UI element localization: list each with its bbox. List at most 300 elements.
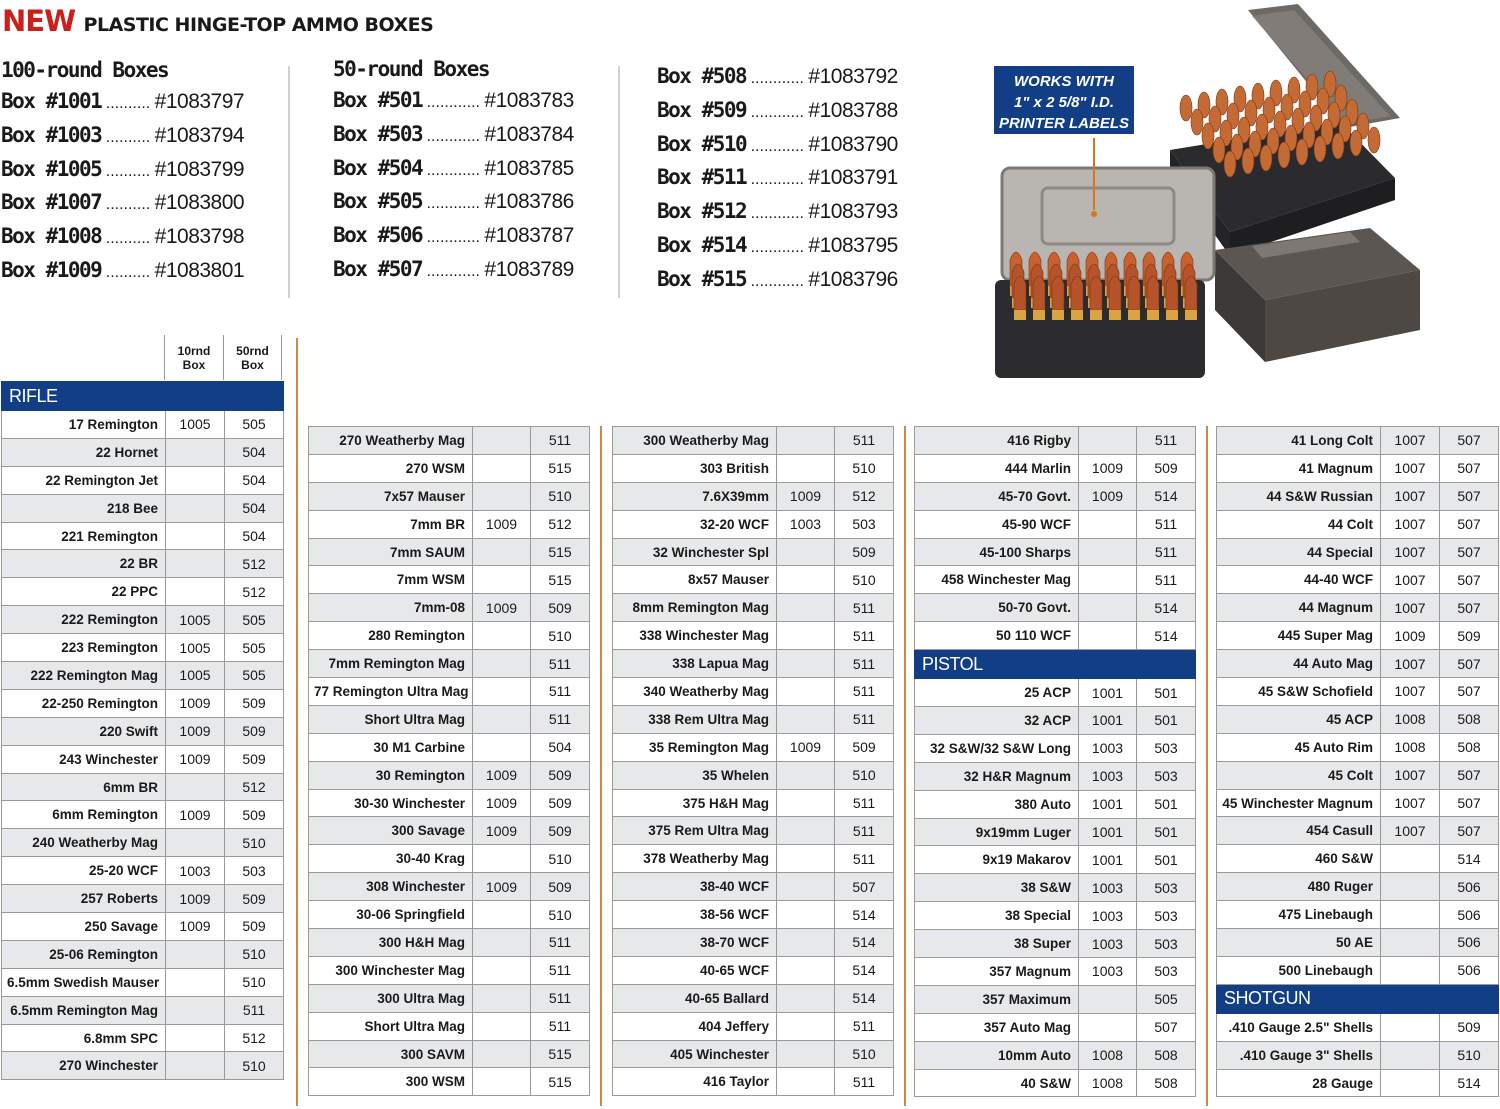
box-50-round: 509 (1137, 454, 1196, 482)
box-50-round: 503 (1137, 958, 1196, 986)
box-50-round: 515 (531, 1068, 590, 1096)
header-100-line2: Box (182, 358, 206, 372)
table-row (915, 510, 1196, 538)
table-row (309, 901, 590, 929)
table-row (613, 510, 894, 538)
caliber-name: 220 Swift (2, 717, 166, 745)
box-50-round: 509 (531, 594, 590, 622)
table-row (915, 902, 1196, 930)
table-row (1217, 678, 1499, 706)
caliber-name: 300 Weatherby Mag (613, 427, 777, 455)
box-100-round (473, 705, 531, 733)
box-part-row (1, 119, 244, 153)
table-row (2, 745, 284, 773)
table-row (2, 550, 284, 578)
box-50-round: 511 (1137, 538, 1196, 566)
box-100-round (777, 678, 835, 706)
table-row (1217, 1041, 1499, 1069)
box-100-round: 1007 (1381, 538, 1440, 566)
caliber-name: 40-65 WCF (613, 956, 777, 984)
part-number: #1083801 (154, 258, 245, 282)
caliber-name: 243 Winchester (2, 745, 166, 773)
table-row (1217, 622, 1499, 650)
box-100-round (1381, 1041, 1440, 1069)
box-number: Box #511 (657, 165, 747, 190)
box-50-round: 514 (835, 929, 894, 957)
box-100-round: 1001 (1079, 679, 1137, 707)
box-50-round: 509 (225, 717, 284, 745)
box-100-round (1079, 510, 1137, 538)
box-100-round: 1007 (1381, 650, 1440, 678)
caliber-name: 32 Winchester Spl (613, 538, 777, 566)
leader-dots: .......... (105, 128, 151, 146)
box-50-round: 509 (531, 873, 590, 901)
box-100-round (166, 940, 225, 968)
table-row (2, 689, 284, 717)
box-100-round: 1003 (1079, 930, 1137, 958)
box-100-round (777, 454, 835, 482)
box-number: Box #1001 (1, 89, 102, 113)
caliber-name: 380 Auto (915, 790, 1079, 818)
caliber-name: 30 M1 Carbine (309, 733, 473, 761)
caliber-name: 7mm BR (309, 510, 473, 538)
box-50-round: 511 (835, 594, 894, 622)
table-row (613, 1040, 894, 1068)
box-50-round: 501 (1137, 818, 1196, 846)
box-100-round: 1001 (1079, 818, 1137, 846)
table-row (309, 1068, 590, 1096)
box-100-round: 1008 (1381, 705, 1440, 733)
caliber-name: 25-20 WCF (2, 857, 166, 885)
box-100-round (777, 538, 835, 566)
box-100-round (1381, 1013, 1440, 1041)
box-part-row (1, 220, 244, 254)
leader-dots: .......... (105, 263, 151, 281)
part-number: #1083799 (154, 157, 245, 181)
leader-dots: ............ (750, 205, 804, 223)
table-row (613, 929, 894, 957)
box-50-round: 507 (1137, 1013, 1196, 1041)
box-50-round: 503 (225, 857, 284, 885)
box-100-round (473, 956, 531, 984)
table-row (613, 817, 894, 845)
box-50-round: 508 (1137, 1041, 1196, 1069)
box-100-round (166, 829, 225, 857)
table-row (915, 1069, 1196, 1097)
box-100-round (777, 956, 835, 984)
box-100-round (473, 427, 531, 455)
caliber-name: 7.6X39mm (613, 482, 777, 510)
bullet (1368, 127, 1380, 153)
box-100-round (166, 996, 225, 1024)
box-50-round: 511 (531, 678, 590, 706)
callout-line-1: WORKS WITH (1014, 73, 1114, 90)
box-50-round: 509 (225, 689, 284, 717)
box-100-round (1079, 985, 1137, 1013)
leader-dots: ............ (750, 272, 804, 290)
caliber-name: 7mm-08 (309, 594, 473, 622)
table-row (309, 789, 590, 817)
box-number: Box #504 (333, 155, 423, 180)
box-100-round (777, 929, 835, 957)
box-50-round: 514 (1137, 482, 1196, 510)
caliber-name: .410 Gauge 3" Shells (1217, 1041, 1381, 1069)
table-row (915, 790, 1196, 818)
box-50-round: 504 (225, 466, 284, 494)
caliber-name: 30-40 Krag (309, 845, 473, 873)
caliber-name: 6mm Remington (2, 801, 166, 829)
box-100-round (473, 984, 531, 1012)
boxes-100-list (1, 55, 244, 288)
caliber-name: 357 Auto Mag (915, 1013, 1079, 1041)
caliber-name: 50 AE (1217, 929, 1381, 957)
box-100-round: 1001 (1079, 790, 1137, 818)
table-row (915, 566, 1196, 594)
box-50-round: 511 (225, 996, 284, 1024)
table-row (915, 734, 1196, 762)
table-row (613, 705, 894, 733)
bullet (1314, 136, 1326, 162)
box-50-round: 504 (225, 438, 284, 466)
table-row (309, 427, 590, 455)
box-50-round: 511 (1137, 510, 1196, 538)
caliber-name: Short Ultra Mag (309, 705, 473, 733)
table-row (1217, 538, 1499, 566)
box-50-round: 509 (1440, 622, 1499, 650)
caliber-name: 50 110 WCF (915, 622, 1079, 650)
part-number: #1083795 (808, 233, 898, 257)
leader-dots: .......... (105, 196, 151, 214)
table-row (309, 510, 590, 538)
box-part-row (333, 253, 574, 287)
table-row (309, 678, 590, 706)
box-100-round (777, 984, 835, 1012)
table-row (2, 634, 284, 662)
box-50-round: 511 (835, 789, 894, 817)
box-50-round: 512 (225, 1024, 284, 1052)
caliber-name: 500 Linebaugh (1217, 956, 1381, 984)
box-100-round (777, 901, 835, 929)
box-100-round: 1007 (1381, 454, 1440, 482)
box-100-round (1079, 427, 1137, 455)
caliber-name: 35 Remington Mag (613, 733, 777, 761)
box-100-round (473, 622, 531, 650)
box-part-row (333, 84, 574, 118)
table-row (613, 789, 894, 817)
box-100-round (1381, 901, 1440, 929)
header-50-line2: Box (241, 358, 264, 372)
table-row (2, 940, 284, 968)
caliber-name: 45 ACP (1217, 705, 1381, 733)
box-100-round (473, 733, 531, 761)
caliber-name: 40 S&W (915, 1069, 1079, 1097)
box-50-round: 501 (1137, 679, 1196, 707)
box-50-round: 514 (1440, 1069, 1499, 1097)
part-number: #1083793 (808, 200, 898, 224)
caliber-name: 22 PPC (2, 578, 166, 606)
table-row (1217, 873, 1499, 901)
box-50-round: 512 (835, 482, 894, 510)
bullet-casing (1128, 310, 1140, 320)
box-100-round (166, 466, 225, 494)
leader-dots: ............ (750, 103, 804, 121)
box-100-round: 1009 (1079, 454, 1137, 482)
table-row (613, 956, 894, 984)
box-50-round: 501 (1137, 707, 1196, 735)
box-100-round (166, 1052, 225, 1080)
caliber-name: 38 Special (915, 902, 1079, 930)
box-50-round: 509 (835, 733, 894, 761)
part-number: #1083790 (808, 132, 898, 156)
caliber-name: 17 Remington (2, 411, 166, 439)
box-50-round: 511 (531, 705, 590, 733)
box-50-round: 507 (1440, 761, 1499, 789)
box-number: Box #1009 (1, 257, 102, 282)
box-number: Box #501 (333, 88, 423, 112)
box-part-row (333, 118, 574, 152)
caliber-name: 44-40 WCF (1217, 566, 1381, 594)
box-number: Box #1005 (1, 156, 102, 181)
bullet-casing (1014, 310, 1026, 320)
caliber-name: 10mm Auto (915, 1041, 1079, 1069)
box-50-round: 501 (1137, 790, 1196, 818)
box-100-round (473, 1068, 531, 1096)
table-row (1217, 566, 1499, 594)
box-100-round: 1009 (1381, 622, 1440, 650)
caliber-name: 45 S&W Schofield (1217, 678, 1381, 706)
box-100-round: 1009 (166, 885, 225, 913)
bullet (1224, 151, 1236, 177)
caliber-name: 22 Remington Jet (2, 466, 166, 494)
table-row (1217, 789, 1499, 817)
table-row (2, 996, 284, 1024)
box-100-round: 1005 (166, 662, 225, 690)
box-50-round: 515 (531, 566, 590, 594)
box-50-round: 512 (225, 550, 284, 578)
box-100-round: 1008 (1079, 1069, 1137, 1097)
caliber-name: 250 Savage (2, 913, 166, 941)
box-100-round: 1007 (1381, 594, 1440, 622)
box-100-round: 1007 (1381, 427, 1440, 455)
caliber-name: 30 Remington (309, 761, 473, 789)
caliber-name: 38 S&W (915, 874, 1079, 902)
section-header (915, 650, 1196, 679)
box-50-round: 510 (835, 566, 894, 594)
box-50-round: 503 (1137, 734, 1196, 762)
caliber-name: 30-06 Springfield (309, 901, 473, 929)
box-number: Box #510 (657, 131, 747, 156)
section-header (2, 382, 284, 411)
box-50-round: 504 (531, 733, 590, 761)
caliber-table-2 (308, 426, 590, 1096)
table-row (1217, 594, 1499, 622)
bullet-casing (1071, 310, 1083, 320)
caliber-name: 223 Remington (2, 634, 166, 662)
box-50-round: 505 (225, 411, 284, 439)
box-100-round: 1008 (1381, 733, 1440, 761)
box-50-round: 503 (1137, 762, 1196, 790)
caliber-name: 41 Long Colt (1217, 427, 1381, 455)
title-text: PLASTIC HINGE-TOP AMMO BOXES (83, 14, 434, 36)
table-row (613, 1068, 894, 1096)
ammo-boxes-image (990, 0, 1500, 380)
header-100-round (164, 335, 223, 380)
caliber-name: 22 Hornet (2, 438, 166, 466)
table-row (309, 594, 590, 622)
callout-line-2: 1" x 2 5/8" I.D. (1013, 94, 1115, 111)
table-row (2, 411, 284, 439)
part-number: #1083784 (484, 122, 574, 146)
caliber-name: 6.8mm SPC (2, 1024, 166, 1052)
bullet (1185, 276, 1197, 310)
caliber-name: 375 H&H Mag (613, 789, 777, 817)
table-row (2, 717, 284, 745)
box-50-round: 510 (531, 622, 590, 650)
box-50-round: 508 (1440, 705, 1499, 733)
box-50-round: 511 (835, 705, 894, 733)
table-row (1217, 929, 1499, 957)
table-row (309, 650, 590, 678)
bullet (1278, 142, 1290, 168)
caliber-name: 375 Rem Ultra Mag (613, 817, 777, 845)
box-100-round: 1003 (1079, 874, 1137, 902)
caliber-name: 25-06 Remington (2, 940, 166, 968)
caliber-name: 300 Ultra Mag (309, 984, 473, 1012)
caliber-name: 454 Casull (1217, 817, 1381, 845)
leader-dots: ............ (426, 229, 480, 247)
box-50-round: 510 (225, 968, 284, 996)
box-number: Box #505 (333, 189, 423, 214)
table-row (2, 438, 284, 466)
table-row (2, 801, 284, 829)
bullet-casing (1185, 310, 1197, 320)
box-50-round: 504 (225, 522, 284, 550)
box-100-round (473, 482, 531, 510)
caliber-name: 300 SAVM (309, 1040, 473, 1068)
box-50-round: 509 (1440, 1013, 1499, 1041)
caliber-name: 35 Whelen (613, 761, 777, 789)
box-50-round: 503 (835, 510, 894, 538)
box-100-round: 1007 (1381, 678, 1440, 706)
caliber-table-5 (1216, 426, 1499, 1097)
bullet (1350, 130, 1362, 156)
caliber-name: 445 Super Mag (1217, 622, 1381, 650)
caliber-table-4 (914, 426, 1196, 1097)
box-50-round: 515 (531, 1040, 590, 1068)
part-number: #1083797 (154, 90, 245, 113)
table-row (2, 773, 284, 801)
caliber-name: 270 Weatherby Mag (309, 427, 473, 455)
box-100-round: 1003 (1079, 734, 1137, 762)
box-50-round: 511 (1137, 566, 1196, 594)
box-50-round: 505 (225, 662, 284, 690)
box-50-round: 509 (225, 801, 284, 829)
table-row (613, 873, 894, 901)
box-100-round (166, 522, 225, 550)
table-row (915, 454, 1196, 482)
box-number: Box #506 (333, 223, 423, 248)
box-50-round: 511 (531, 427, 590, 455)
box-50-round: 511 (835, 678, 894, 706)
box-50-round: 512 (225, 773, 284, 801)
header-50-round (223, 335, 282, 380)
table-row (1217, 650, 1499, 678)
box-50-round: 510 (225, 940, 284, 968)
box-50-round: 511 (835, 427, 894, 455)
bullet (1109, 276, 1121, 310)
table-row (1217, 901, 1499, 929)
box-number: Box #1008 (1, 224, 102, 249)
caliber-name: 32 ACP (915, 707, 1079, 735)
box-50-round: 515 (531, 454, 590, 482)
box-50-round: 510 (835, 1040, 894, 1068)
box-100-round (473, 1040, 531, 1068)
table-row (1217, 705, 1499, 733)
table-row (613, 594, 894, 622)
bullet-casing (1033, 310, 1045, 320)
box-100-round: 1003 (1079, 902, 1137, 930)
table-row (1217, 1069, 1499, 1097)
caliber-name: 8x57 Mauser (613, 566, 777, 594)
box-100-round (777, 873, 835, 901)
caliber-name: 45-70 Govt. (915, 482, 1079, 510)
box-100-round (1381, 845, 1440, 873)
box-100-round (1079, 566, 1137, 594)
table-row (1217, 761, 1499, 789)
caliber-name: 22 BR (2, 550, 166, 578)
table-row (1217, 817, 1499, 845)
box-100-round: 1007 (1381, 817, 1440, 845)
part-number: #1083786 (484, 190, 574, 214)
leader-dots: ............ (426, 195, 480, 213)
table-row (915, 707, 1196, 735)
box-part-row (333, 219, 574, 253)
box-100-round: 1008 (1079, 1041, 1137, 1069)
bullet (1014, 276, 1026, 310)
table-row (309, 873, 590, 901)
box-50-round: 503 (1137, 902, 1196, 930)
caliber-name: 222 Remington (2, 606, 166, 634)
table-row (915, 930, 1196, 958)
caliber-name: 22-250 Remington (2, 689, 166, 717)
bullet (1180, 95, 1192, 121)
table-row (1217, 845, 1499, 873)
boxes-50-heading: 50-round Boxes (333, 57, 490, 81)
table-row (915, 1041, 1196, 1069)
table-row (2, 606, 284, 634)
caliber-name: 6.5mm Swedish Mauser (2, 968, 166, 996)
box-50-round: 506 (1440, 873, 1499, 901)
box-100-round (473, 845, 531, 873)
box-50-round: 511 (835, 650, 894, 678)
box-100-round: 1007 (1381, 789, 1440, 817)
box-50-round: 505 (225, 606, 284, 634)
caliber-name: 270 Winchester (2, 1052, 166, 1080)
caliber-name: 7mm SAUM (309, 538, 473, 566)
box-100-round (473, 678, 531, 706)
box-50-round: 511 (835, 1068, 894, 1096)
caliber-name: 44 Magnum (1217, 594, 1381, 622)
table-row (915, 762, 1196, 790)
box-50-round: 510 (1440, 1041, 1499, 1069)
leader-dots: ............ (750, 238, 804, 256)
table-row (2, 829, 284, 857)
table-row (309, 956, 590, 984)
table-row (613, 733, 894, 761)
box-100-round: 1007 (1381, 761, 1440, 789)
caliber-name: 44 Special (1217, 538, 1381, 566)
table-row (309, 929, 590, 957)
